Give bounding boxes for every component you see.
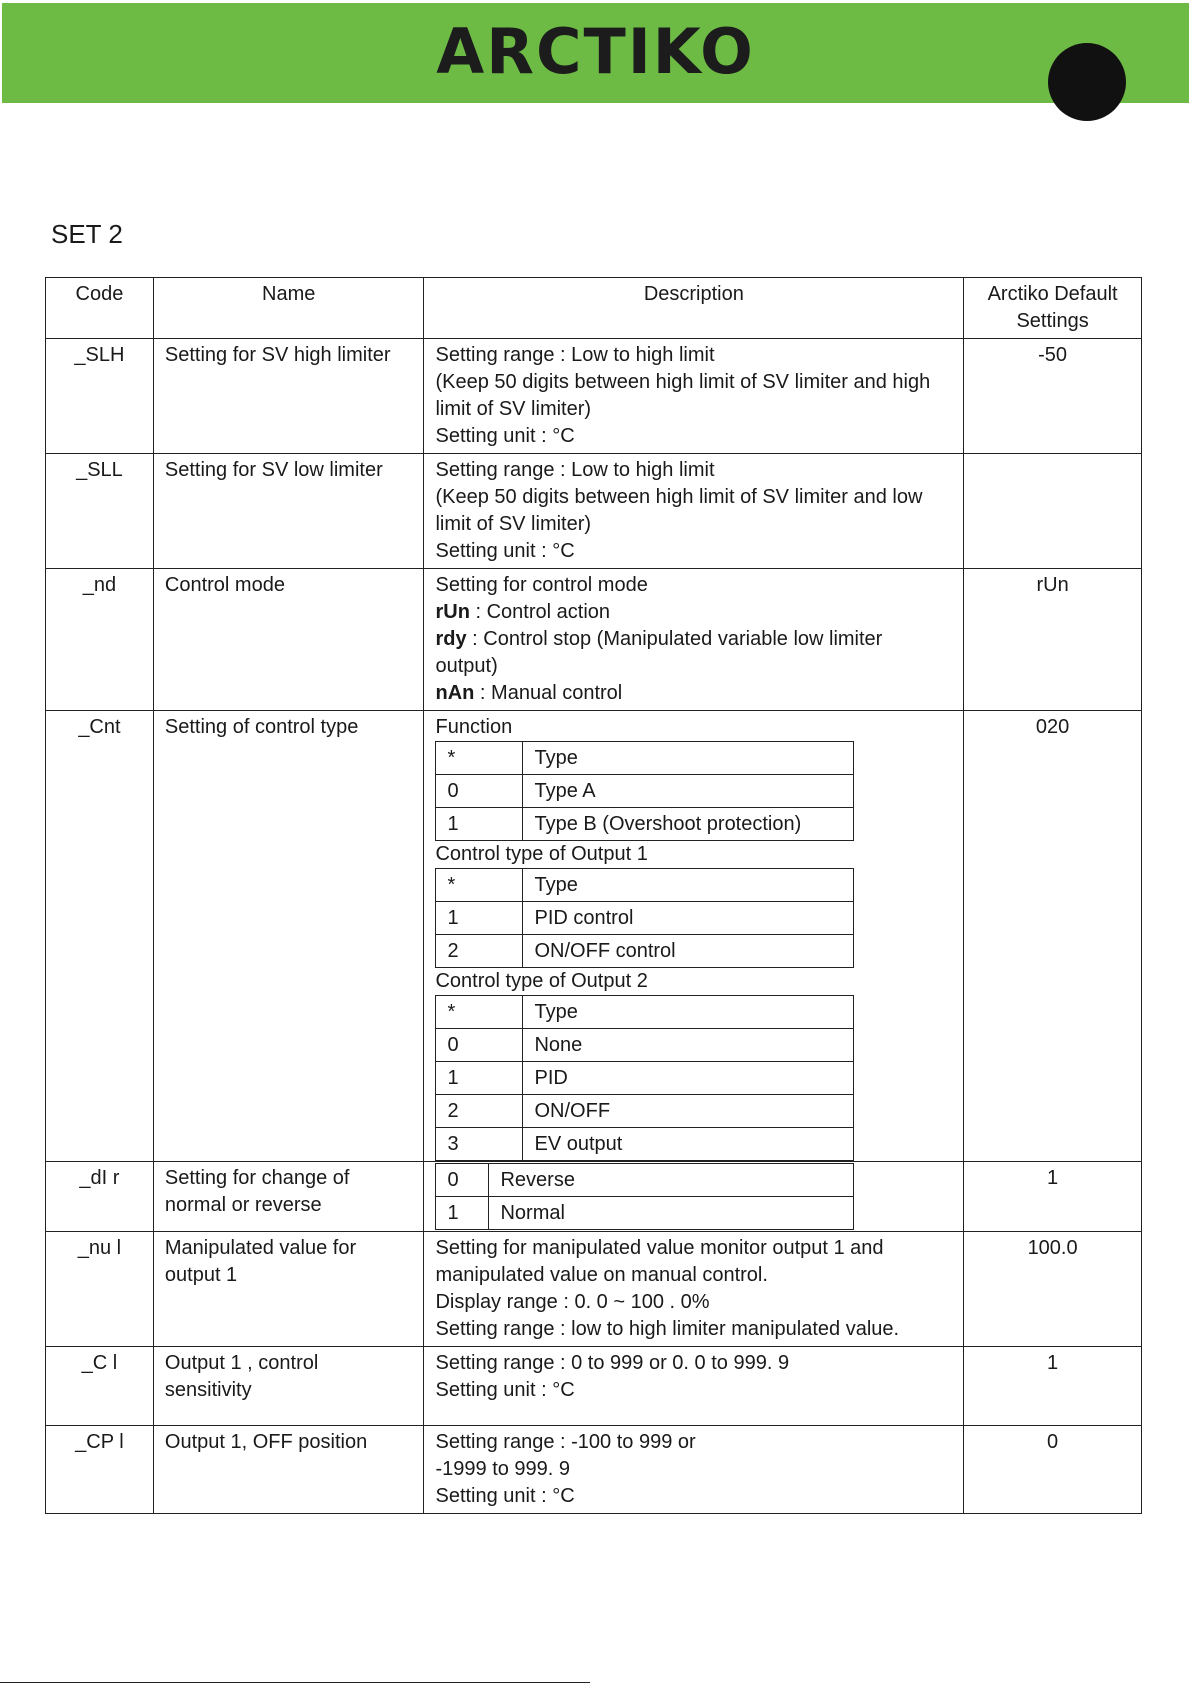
row-default: 100.0 — [964, 1232, 1142, 1347]
table-row — [46, 1426, 1142, 1514]
row-code: _Cnt — [46, 711, 154, 1162]
row-code: _nd — [46, 569, 154, 711]
row-default: 0 — [964, 1426, 1142, 1514]
row-default — [964, 454, 1142, 569]
row-description: Function * Type 0 Type A 1 Type B (Overshoot protection) Control type of Output 1 * Type 1 PID control 2 ON/OFF control Control type of Output 2 * Type 0 None 1 PID 2 ON/OFF 3 EV output — [424, 711, 964, 1162]
output1-table — [435, 868, 854, 968]
row-description: Setting for manipulated value monitor output 1 and manipulated value on manual control. Display range : 0. 0 ~ 100 . 0% Setting range : low to high limiter manipulated value. — [424, 1232, 964, 1347]
row-description: Setting range : Low to high limit (Keep 50 digits between high limit of SV limiter and low limit of SV limiter) Setting unit : °C — [424, 454, 964, 569]
row-default: rUn — [964, 569, 1142, 711]
row-description: Setting range : 0 to 999 or 0. 0 to 999. 9 Setting unit : °C — [424, 1347, 964, 1426]
table-row — [46, 1162, 1142, 1232]
table-row: 1 Type B (Overshoot protection) — [436, 808, 854, 841]
row-name: Output 1 , control sensitivity — [153, 1347, 424, 1426]
row-code: _SLH — [46, 339, 154, 454]
output2-table — [435, 995, 854, 1161]
arctiko-logo: ARCTIKO — [436, 15, 755, 88]
row-default: 1 — [964, 1347, 1142, 1426]
footer-divider — [0, 1682, 590, 1683]
header-description: Description — [424, 278, 964, 339]
row-name: Output 1, OFF position — [153, 1426, 424, 1514]
row-name: Setting for SV low limiter — [153, 454, 424, 569]
table-row: 0 None — [436, 1029, 854, 1062]
table-row: 0 Type A — [436, 775, 854, 808]
function-table — [435, 741, 854, 841]
table-row: 0 Reverse — [436, 1164, 854, 1197]
table-row: * Type — [436, 742, 854, 775]
table-row: 3 EV output — [436, 1128, 854, 1161]
row-default: -50 — [964, 339, 1142, 454]
row-description: Setting range : Low to high limit (Keep 50 digits between high limit of SV limiter and high limit of SV limiter) Setting unit : °C — [424, 339, 964, 454]
table-row: 1 Normal — [436, 1197, 854, 1230]
circle-mark-icon — [1048, 43, 1126, 121]
table-row: 2 ON/OFF control — [436, 935, 854, 968]
row-description — [424, 1162, 964, 1232]
settings-table — [45, 277, 1142, 1514]
header-name: Name — [153, 278, 424, 339]
row-default: 1 — [964, 1162, 1142, 1232]
table-row — [46, 339, 1142, 454]
row-name: Manipulated value for output 1 — [153, 1232, 424, 1347]
table-header-row — [46, 278, 1142, 339]
row-code: _CP l — [46, 1426, 154, 1514]
table-row: 1 PID — [436, 1062, 854, 1095]
table-row: * Type — [436, 869, 854, 902]
row-code: _C l — [46, 1347, 154, 1426]
row-code: _nu l — [46, 1232, 154, 1347]
table-row — [46, 711, 1142, 1162]
direction-table — [435, 1163, 854, 1230]
section-title: SET 2 — [51, 219, 123, 249]
row-default: 020 — [964, 711, 1142, 1162]
table-row — [46, 569, 1142, 711]
table-row: 2 ON/OFF — [436, 1095, 854, 1128]
table-row: * Type — [436, 996, 854, 1029]
table-row — [46, 1347, 1142, 1426]
table-row — [46, 454, 1142, 569]
table-row: 1 PID control — [436, 902, 854, 935]
row-description: Setting for control mode rUn : Control action rdy : Control stop (Manipulated variable low limiter output) nAn : Manual control — [424, 569, 964, 711]
header-default: Arctiko Default Settings — [964, 278, 1142, 339]
row-code: _dI r — [46, 1162, 154, 1232]
row-name: Setting for change of normal or reverse — [153, 1162, 424, 1232]
row-name: Control mode — [153, 569, 424, 711]
row-name: Setting of control type — [153, 711, 424, 1162]
row-code: _SLL — [46, 454, 154, 569]
row-description: Setting range : -100 to 999 or -1999 to 999. 9 Setting unit : °C — [424, 1426, 964, 1514]
header-banner — [2, 3, 1189, 103]
row-name: Setting for SV high limiter — [153, 339, 424, 454]
table-row — [46, 1232, 1142, 1347]
header-code: Code — [46, 278, 154, 339]
